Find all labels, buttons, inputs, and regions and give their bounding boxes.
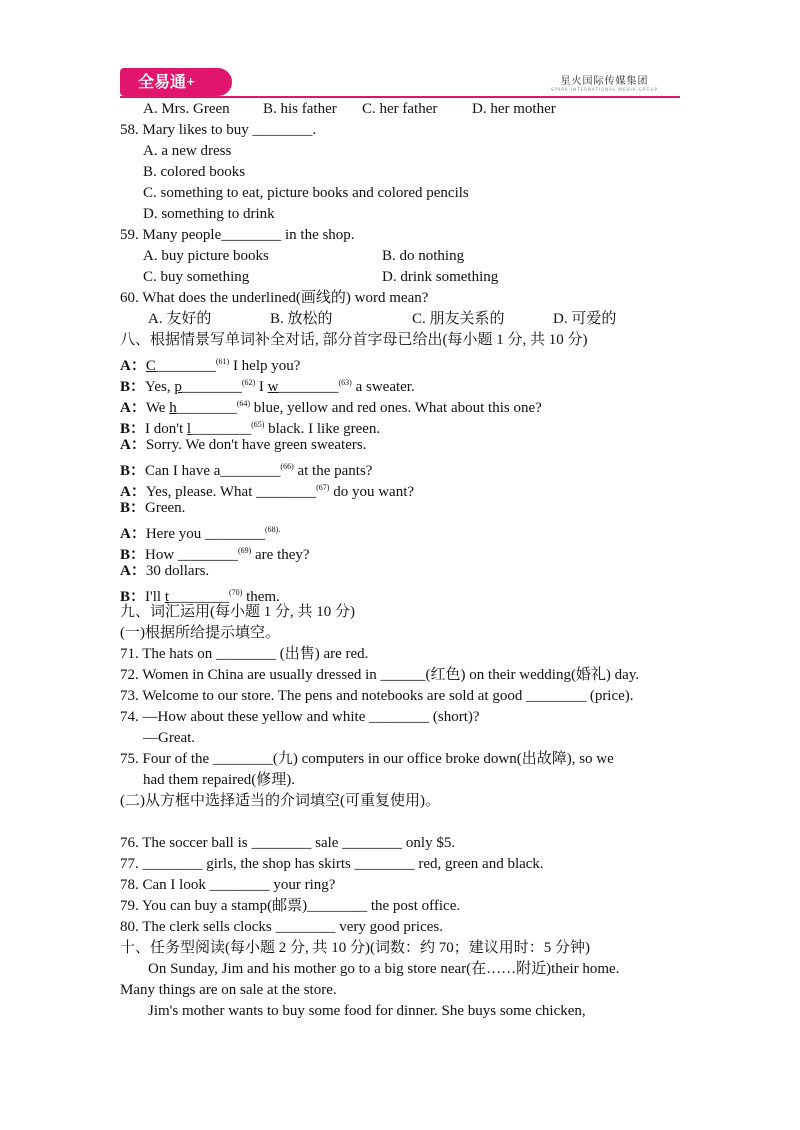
blank-number: (63): [338, 378, 352, 387]
dialog-text: 30 dollars.: [145, 563, 210, 579]
dialog-text: ________: [181, 379, 242, 395]
speaker-label: A：: [120, 484, 146, 500]
dialog-text: do you want?: [329, 484, 415, 500]
dialog: [120, 352, 680, 605]
q59-option-b: B. do nothing: [382, 248, 465, 264]
dialog-line: [120, 562, 209, 581]
dialog-text: are they?: [251, 547, 310, 563]
blank-number: (69): [237, 546, 252, 555]
section-9-part-2: (二)从方框中选择适当的介词填空(可重复使用)。: [120, 793, 440, 809]
q80: 80. The clerk sells clocks ________ very good prices.: [120, 919, 443, 935]
speaker-label: A：: [120, 526, 146, 542]
dialog-text: I'll: [145, 589, 165, 605]
q58-option-c: C. something to eat, picture books and colored pencils: [143, 185, 469, 201]
q58-stem: 58. Mary likes to buy ________.: [120, 122, 317, 138]
dialog-text: Here you ________: [145, 526, 265, 542]
q71: 71. The hats on ________ (出售) are red.: [120, 646, 369, 662]
q75-continued: had them repaired(修理).: [143, 772, 296, 788]
q57-option-a: A. Mrs. Green: [143, 101, 230, 117]
speaker-label: B：: [120, 463, 146, 479]
speaker-label: A：: [120, 437, 146, 453]
dialog-text: ________: [168, 589, 229, 605]
dialog-text: w: [267, 379, 279, 395]
dialog-text: Green.: [145, 500, 186, 516]
q74-reply: —Great.: [143, 730, 196, 746]
section-9-title: 九、词汇运用(每小题 1 分, 共 10 分): [120, 604, 355, 620]
dialog-text: ________: [155, 358, 216, 374]
q59-option-a: A. buy picture books: [143, 248, 269, 264]
dialog-text: I help you?: [229, 358, 301, 374]
dialog-text: t: [164, 589, 169, 605]
blank-number: (66): [280, 462, 294, 471]
speaker-label: A：: [120, 563, 146, 579]
brand-logo: 全易通+: [120, 68, 232, 96]
q60-option-c: C. 朋友关系的: [412, 311, 505, 327]
q76: 76. The soccer ball is ________ sale ________ only $5.: [120, 835, 456, 851]
dialog-line: [120, 499, 185, 518]
speaker-label: B：: [120, 547, 146, 563]
dialog-text: I don't: [145, 421, 187, 437]
q60-stem: 60. What does the underlined(画线的) word mean?: [120, 290, 429, 306]
dialog-text: C: [145, 358, 156, 374]
dialog-text: l: [186, 421, 192, 437]
speaker-label: B：: [120, 500, 146, 516]
blank-number: (64): [236, 399, 251, 408]
dialog-text: ________: [278, 379, 339, 395]
passage-line-3: Jim's mother wants to buy some food for dinner. She buys some chicken,: [148, 1003, 586, 1019]
q58-option-d: D. something to drink: [143, 206, 275, 222]
publisher-name: 星火国际传媒集团: [560, 76, 649, 87]
dialog-text: Sorry. We don't have green sweaters.: [145, 437, 367, 453]
page-header: [120, 68, 680, 100]
dialog-text: How ________: [145, 547, 238, 563]
blank-number: (61): [215, 357, 230, 366]
speaker-label: B：: [120, 379, 146, 395]
passage-line-2: Many things are on sale at the store.: [120, 982, 337, 998]
dialog-text: p: [174, 379, 182, 395]
blank-number: (70): [228, 588, 243, 597]
speaker-label: A：: [120, 400, 146, 416]
q58-option-a: A. a new dress: [143, 143, 232, 159]
q59-stem: 59. Many people________ in the shop.: [120, 227, 355, 243]
q79: 79. You can buy a stamp(邮票)________ the post office.: [120, 898, 461, 914]
dialog-text: ________: [176, 400, 237, 416]
dialog-text: Can I have a________: [145, 463, 281, 479]
q57-option-b: B. his father: [263, 101, 337, 117]
blank-number: (68).: [265, 525, 281, 534]
speaker-label: A：: [120, 358, 146, 374]
passage-line-1: On Sunday, Jim and his mother go to a big store near(在……附近)their home.: [148, 961, 620, 977]
q60-option-d: D. 可爱的: [553, 311, 617, 327]
blank-number: (62): [241, 378, 256, 387]
q73: 73. Welcome to our store. The pens and notebooks are sold at good ________ (price).: [120, 688, 634, 704]
header-rule: [120, 96, 680, 98]
dialog-text: them.: [242, 589, 280, 605]
dialog-text: blue, yellow and red ones. What about this one?: [250, 400, 542, 416]
speaker-label: B：: [120, 421, 146, 437]
q72: 72. Women in China are usually dressed in ______(红色) on their wedding(婚礼) day.: [120, 667, 640, 683]
q57-option-c: C. her father: [362, 101, 438, 117]
q60-option-b: B. 放松的: [270, 311, 333, 327]
blank-number: (67): [316, 483, 330, 492]
dialog-text: black. I like green.: [264, 421, 381, 437]
dialog-line: [120, 436, 366, 455]
q59-option-c: C. buy something: [143, 269, 250, 285]
dialog-text: h: [169, 400, 177, 416]
dialog-text: Yes, please. What ________: [145, 484, 317, 500]
dialog-text: Yes,: [145, 379, 175, 395]
q57-option-d: D. her mother: [472, 101, 556, 117]
section-10-title: 十、任务型阅读(每小题 2 分, 共 10 分)(词数：约 70；建议用时：5 分钟): [120, 940, 590, 956]
dialog-text: I: [255, 379, 268, 395]
q78: 78. Can I look ________ your ring?: [120, 877, 336, 893]
dialog-text: We: [145, 400, 170, 416]
section-8-title: 八、根据情景写单词补全对话, 部分首字母已给出(每小题 1 分, 共 10 分): [120, 332, 588, 348]
dialog-text: ________: [191, 421, 252, 437]
publisher-subtitle: SPARK INTERNATIONAL MEDIA GROUP: [550, 87, 658, 92]
dialog-text: a sweater.: [351, 379, 415, 395]
section-9-part-1: (一)根据所给提示填空。: [120, 625, 280, 641]
speaker-label: B：: [120, 589, 146, 605]
blank-number: (65): [251, 420, 265, 429]
q74: 74. —How about these yellow and white ________ (short)?: [120, 709, 480, 725]
publisher: [551, 72, 658, 92]
q77: 77. ________ girls, the shop has skirts ________ red, green and black.: [120, 856, 544, 872]
q75: 75. Four of the ________(九) computers in our office broke down(出故障), so we: [120, 751, 614, 767]
q60-option-a: A. 友好的: [148, 311, 212, 327]
q59-option-d: D. drink something: [382, 269, 499, 285]
dialog-text: at the pants?: [293, 463, 373, 479]
q58-option-b: B. colored books: [143, 164, 246, 180]
